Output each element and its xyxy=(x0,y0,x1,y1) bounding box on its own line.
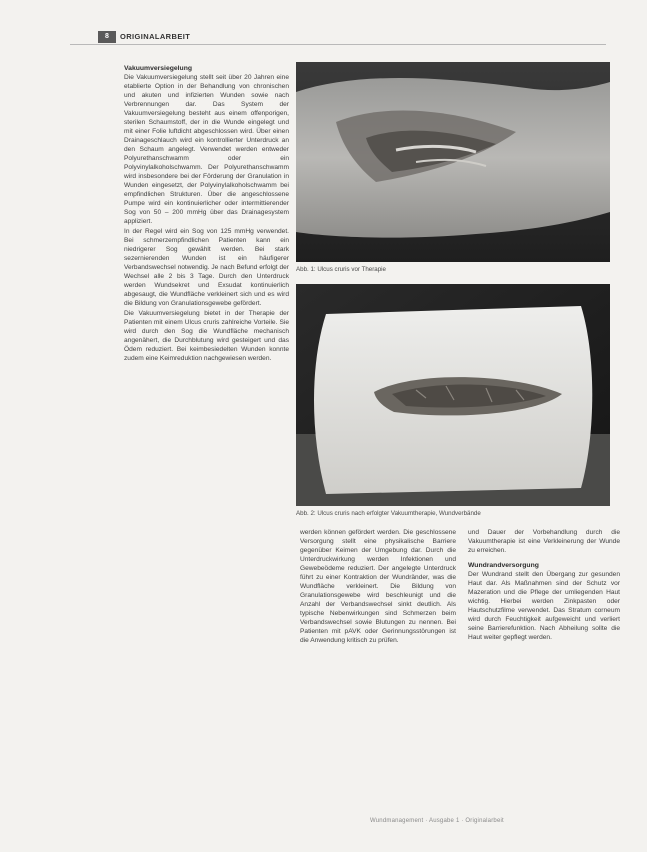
figure-dressing-photo xyxy=(296,284,610,506)
left-paragraph: Die Vakuumversiegelung stellt seit über 20 Jahren eine etablierte Option in der Behandlung von chronischen und akuten und infizierten Wunden sowie nach Verbrennungen dar. Das System der Vakuumversiegelung besteht aus einem offenporigen, sterilen Schaumstoff, der in die Wunde eingelegt und mit einer Folie luftdicht abgeschlossen wird. Über einen Drainageschlauch wird ein kontrollierter Unterdruck an den Schaum angelegt. Verwendet werden entweder Polyurethanschwamm oder ein Polyvinylalkoholschwamm. Der Polyurethanschwamm wird insbesondere bei der Förderung der Granulation in Wunden eingesetzt, der Polyvinylalkoholschwamm bei empfindlichen Strukturen. Über die angeschlossene Pumpe wird ein kontinuierlicher oder intermittierender Sog von 50 – 200 mmHg über das Drainagesystem appliziert. xyxy=(124,74,289,225)
right-column xyxy=(468,528,620,643)
right-paragraph: Der Wundrand stellt den Übergang zur gesunden Haut dar. Als Maßnahmen sind der Schutz vor Mazeration und die Pflege der umliegenden Haut wichtig. Hierbei werden Zinkpasten oder Hautschutzfilme verwendet. Das Stratum corneum wird durch Feuchtigkeit aufgeweicht und verliert seine Barrierefunktion. Nach Abheilung sollte die Haut weiter gepflegt werden. xyxy=(468,571,620,641)
section-label: ORIGINALARBEIT xyxy=(120,32,191,41)
right-intro: und Dauer der Vorbehandlung durch die Vakuumtherapie ist eine Verkleinerung der Wunde zu erreichen. xyxy=(468,529,620,554)
middle-paragraph: werden können gefördert werden. Die geschlossene Versorgung stellt eine physikalische Barriere gegenüber Keimen der Umgebung dar. Durch die Unterdruckwirkung werden Infektionen und Gewebeödeme reduziert. Der angelegte Unterdruck führt zu einer Kontraktion der Wundränder, was die Wundfläche verkleinert. Die Bildung von Granulationsgewebe wird beschleunigt und die Anzahl der Verbandswechsel sinkt deutlich. Als typische Nebenwirkungen sind Schmerzen beim Verbandswechsel sowie Blutungen zu nennen. Bei Patienten mit pAVK oder Gerinnungsstörungen ist die Anwendung kritisch zu prüfen. xyxy=(300,529,456,644)
left-column xyxy=(124,64,289,364)
page-number: 8 xyxy=(98,31,116,43)
right-column-heading: Wundrandversorgung xyxy=(468,562,539,569)
left-paragraph: In der Regel wird ein Sog von 125 mmHg verwendet. Bei schmerzempfindlichen Patienten kann ein niedrigerer Sog gewählt werden. Bei stark sezernierenden Wunden ist ein häufigerer Verbandswechsel notwendig. Je nach Befund erfolgt der Wechsel alle 2 bis 3 Tage. Durch den Unterdruck werden Wundsekret und Exsudat kontinuierlich abgesaugt, die Wundfläche verkleinert sich und es wird die Bildung von Granulationsgewebe gefördert. xyxy=(124,228,289,307)
page-footer: Wundmanagement · Ausgabe 1 · Originalarbeit xyxy=(370,818,504,824)
middle-column xyxy=(300,528,456,646)
figure-ulcer-photo xyxy=(296,62,610,262)
figure-2-caption: Abb. 2: Ulcus cruris nach erfolgter Vakuumtherapie, Wundverbände xyxy=(296,510,481,517)
figure-1-caption: Abb. 1: Ulcus cruris vor Therapie xyxy=(296,266,386,273)
left-paragraph: Die Vakuumversiegelung bietet in der Therapie der Patienten mit einem Ulcus cruris zahlreiche Vorteile. Sie wird durch den Sog die Wundfläche mechanisch angenähert, die Durchblutung wird gesteigert und das Ödem reduziert. Bei keimbesiedelten Wunden konnte zudem eine Keimreduktion nachgewiesen werden. xyxy=(124,310,289,362)
left-column-heading: Vakuumversiegelung xyxy=(124,65,192,72)
